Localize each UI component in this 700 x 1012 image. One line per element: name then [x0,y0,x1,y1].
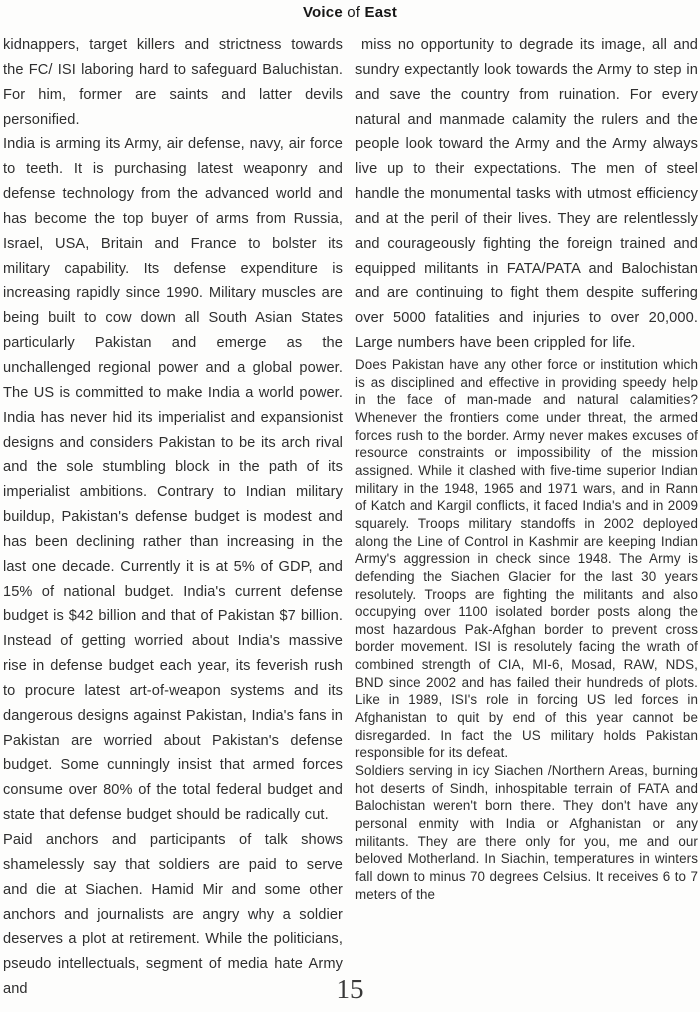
page-number: 15 [336,974,364,1004]
title-word-east: East [364,4,398,21]
right-paragraph-2: Does Pakistan have any other force or institution which is as disciplined and effective in providing speedy help in the face of man-made and natural calamities? Whenever the frontiers come under threat, the armed forces rush to the border. Army never makes excuses of resource constraints or impossibility of the mission assigned. While it clashed with five-time superior Indian military in the 1948, 1965 and 1971 wars, and in Rann of Katch and Kargil conflicts, it faced India's and in 2009 squarely. Troops military standoffs in 2002 deployed along the Line of Control in Kashmir are keeping Indian Army's aggression in check since 1948. The Army is defending the Siachen Glacier for the last 30 years resolutely. Troops are fighting the militants and also occupying over 1100 isolated border posts along the most hazardous Pak-Afghan border to prevent cross border movement. ISI is resolutely facing the wrath of combined strength of CIA, MI-6, Mosad, RAW, NDS, BND since 2002 and has failed their hundreds of plots. Like in 1989, ISI's role in forcing US led forces in Afghanistan to quit by end of this year cannot be disregarded. In fact the US military holds Pakistan responsible for its defeat. [355,356,698,761]
page-title [0,0,700,22]
left-paragraph-3: Paid anchors and participants of talk shows shamelessly say that soldiers are paid to serve and die at Siachen. Hamid Mir and some other anchors and journalists are angry why a soldier deserves a plot at retirement. While the politicians, pseudo intellectuals, segment of media hate Army and [3,832,343,998]
right-paragraph-1: miss no opportunity to degrade its image, all and sundry expectantly look towards the Army to step in and save the country from ruination. For every natural and manmade calamity the rulers and the people look toward the Army and the Army always live up to their expectations. The men of steel handle the monumental tasks with utmost efficiency and at the peril of their lives. They are relentlessly and courageously fighting the foreign trained and equipped militants in FATA/PATA and Balochistan and are continuing to fight them despite suffering over 5000 fatalities and injuries to over 20,000. Large numbers have been crippled for life. [355,37,698,352]
right-paragraph-3: Soldiers serving in icy Siachen /Northern Areas, burning hot deserts of Sindh, inhospitable terrain of FATA and Balochistan weren't born there. They don't have any personal enmity with India or Afghanistan or any militants. They are there only for you, me and our beloved Motherland. In Siachin, temperatures in winters fall down to minus 70 degrees Celsius. It receives 6 to 7 meters of the [355,763,698,902]
two-column-layout [0,22,700,1002]
left-paragraph-1: kidnappers, target killers and strictness towards the FC/ ISI laboring hard to safeguard Baluchistan. For him, former are saints and latter devils personified. [3,37,343,128]
title-word-of: of [347,4,361,21]
title-word-voice: Voice [302,4,343,21]
left-paragraph-2: India is arming its Army, air defense, navy, air force to teeth. It is purchasing latest weaponry and defense technology from the advanced world and has become the top buyer of arms from Russia, Israel, USA, Britain and France to bolster its military capability. Its defense expenditure is increasing rapidly since 1990. Military muscles are being built to cow down all South Asian States particularly Pakistan and emerge as the unchallenged regional power and a global power. The US is committed to make India a world power. India has never hid its imperialist and expansionist designs and considers Pakistan to be its arch rival and the sole stumbling block in the path of its imperialist ambitions. Contrary to Indian military buildup, Pakistan's defense budget is modest and has been declining rather than increasing in the last one decade. Currently it is at 5% of GDP, and 15% of national budget. India's current defense budget is $42 billion and that of Pakistan $7 billion. Instead of getting worried about India's massive rise in defense budget each year, its feverish rush to procure latest art-of-weapon systems and its dangerous designs against Pakistan, India's fans in Pakistan are worried about Pakistan's defense budget. Some cunningly insist that armed forces consume over 80% of the total federal budget and state that defense budget should be radically cut. [3,136,343,824]
right-column [355,33,698,1002]
left-column [3,33,343,1002]
